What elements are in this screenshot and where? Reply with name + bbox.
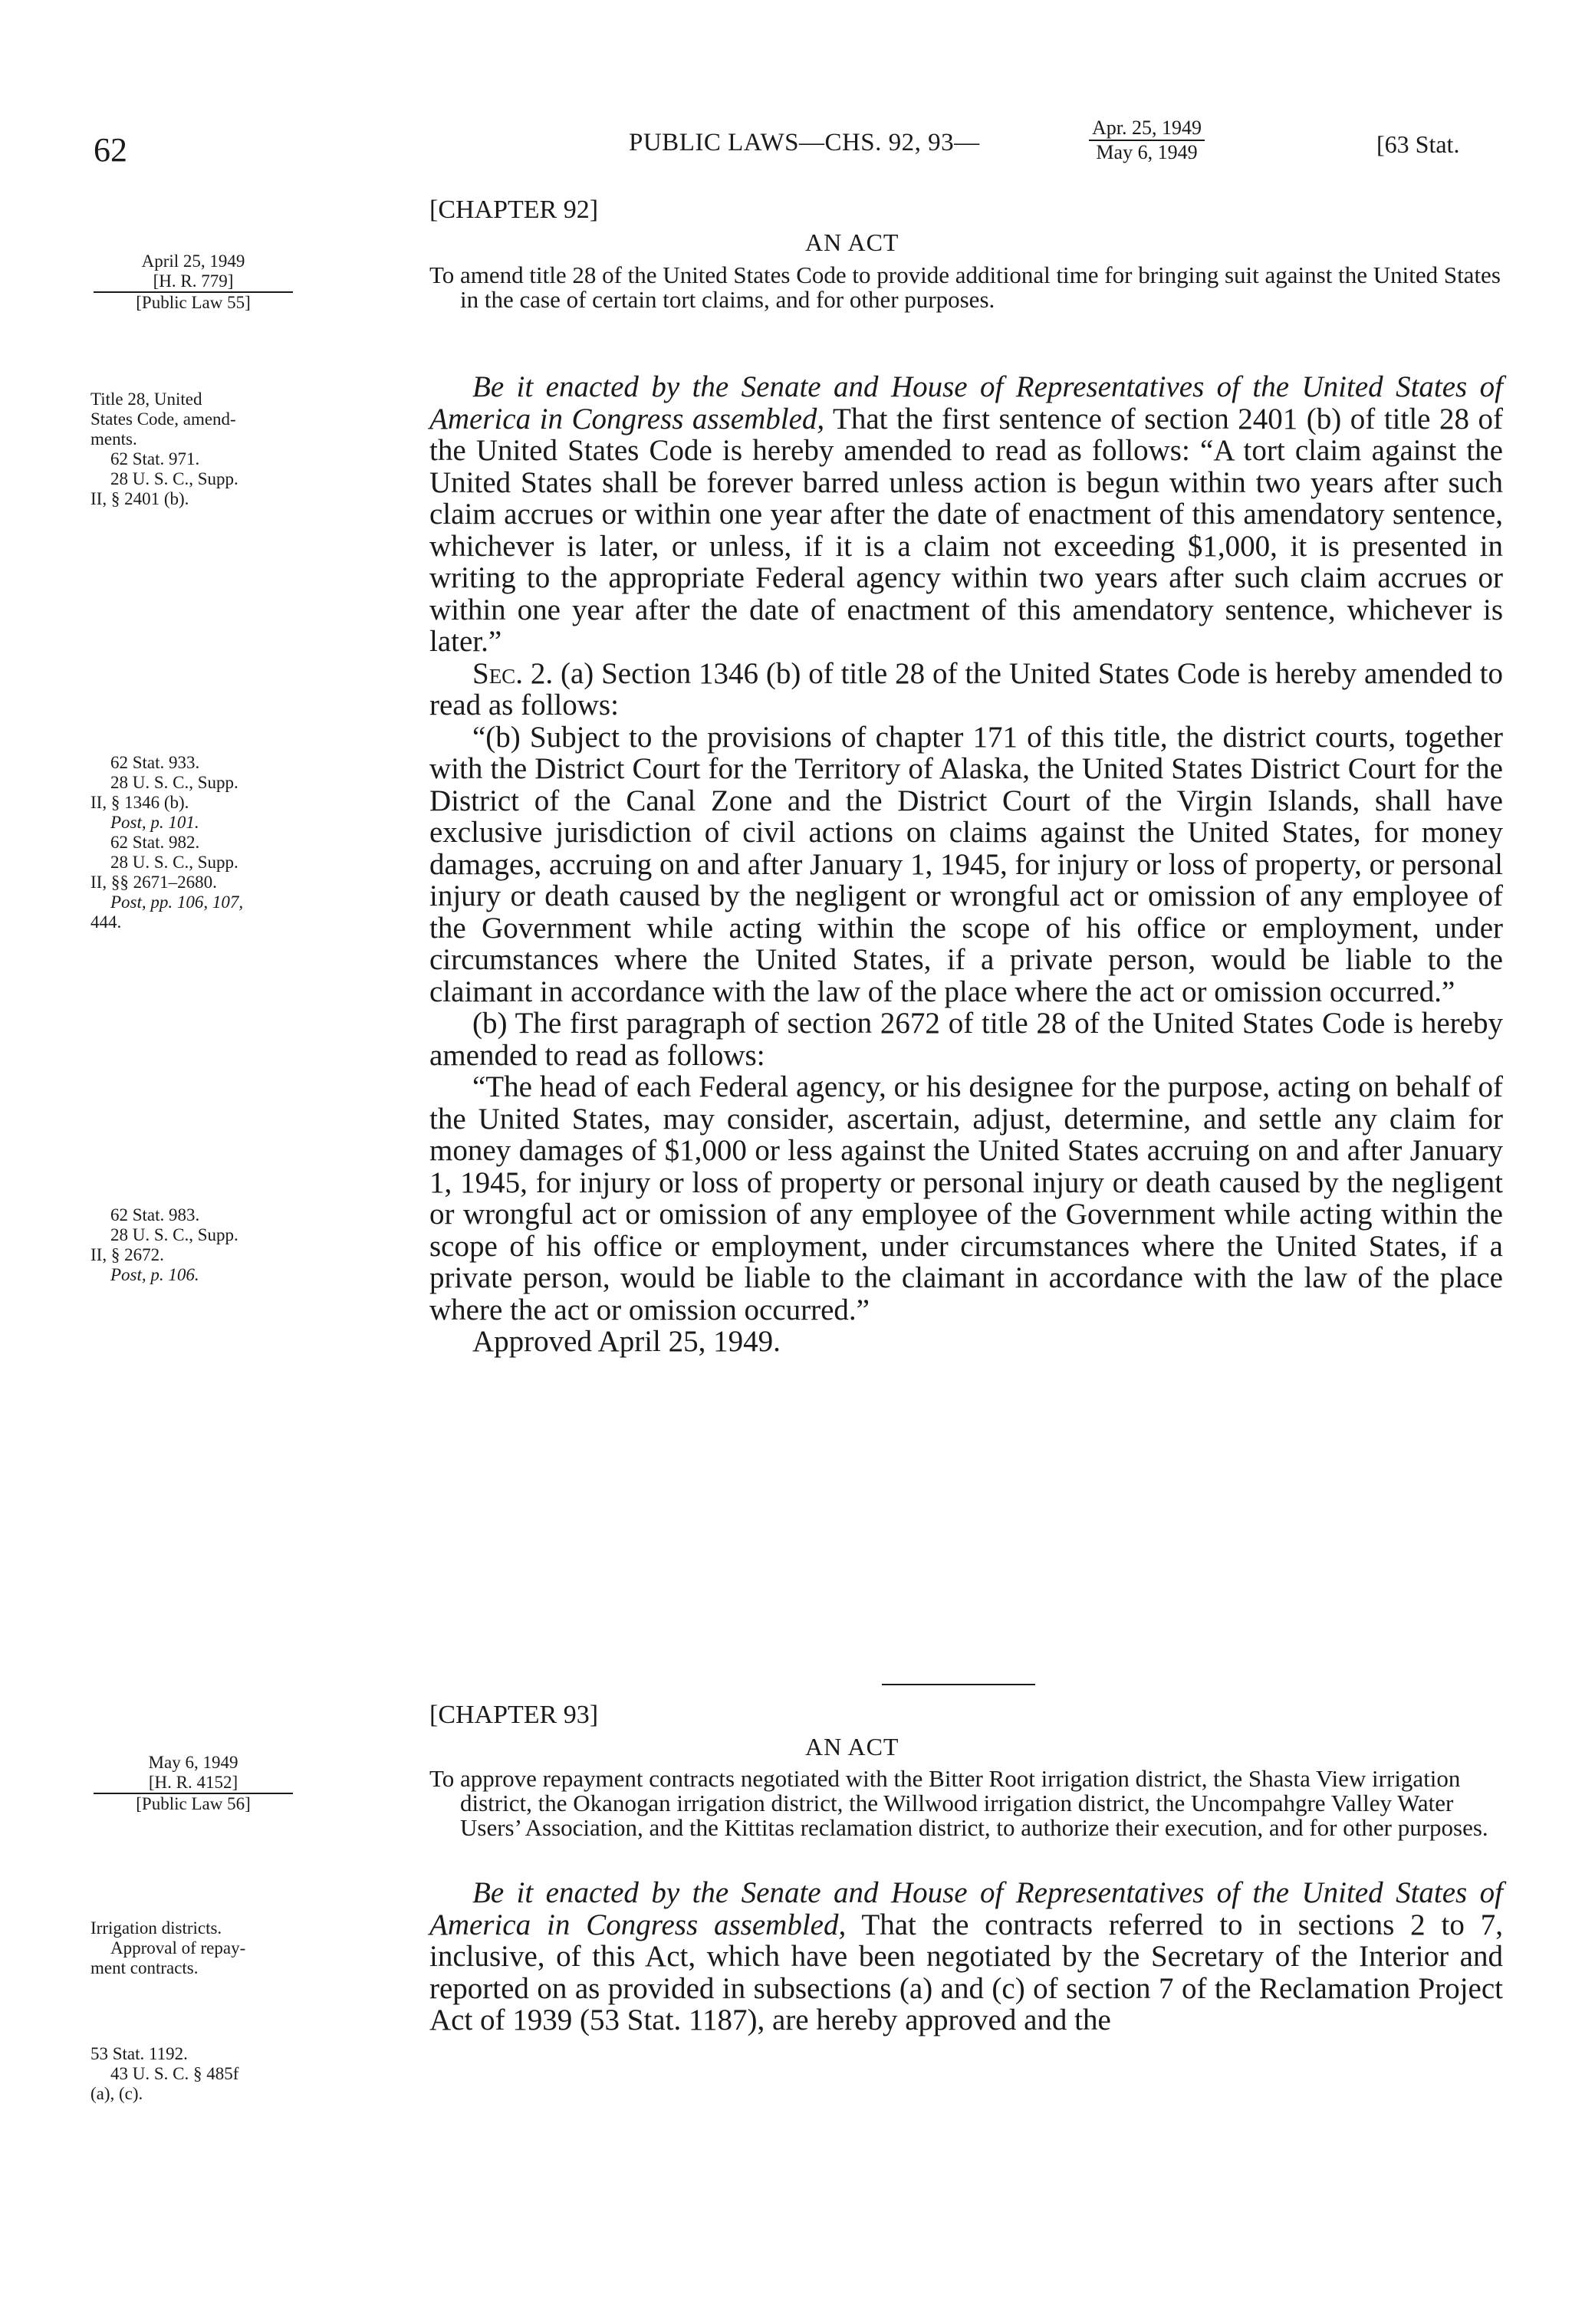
section-1-text: That the first sentence of section 2401 (b) of title 28 of the United States Code is hereby amended to read as follows: “A tort claim against the United States shall be forever barred unless action is begun within two years after such claim accrues or within one year after the date of enactment of this amendatory sentence, whichever is later, or unless, if it is a claim not exceeding $1,000, it is presented in writing to the appropriate Federal agency within two years after such claim accrues or within one year after the date of enactment of this amendatory sentence, whichever is later.” [429,402,1504,658]
chapter-92-summary: To amend title 28 of the United States Code to provide additional time for bringing suit against the United States in the case of certain tort claims, and for other purposes. [429,261,1501,313]
margin-line: 28 U. S. C., Supp. [110,1225,238,1244]
margin-line: Title 28, United [90,390,202,409]
chapter-92-heading: [CHAPTER 92] [429,196,599,224]
section-1-text: That the contracts referred to in sections 2 to 7, inclusive, of this Act, which have been negotiated by the Secretary of the Interior and reported on as provided in subsections (a) and (c) of section 7 of the Reclamation Project Act of 1939 (53 Stat. 1187), are hereby approved and the [429,1908,1503,2036]
section-2-paragraph [429,658,1503,722]
chapter-93-margin-header [94,1753,293,1814]
section-2b-quote: “The head of each Federal agency, or his designee for the purpose, acting on behalf of the United States, may consider, ascertain, adjust, determine, and settle any claim for money damages of $1,000 or less against the United States accruing on and after January 1, 1945, for injury or loss of property or personal injury or death caused by the negligent or wrongful act or omission of any employee of the Government while acting within the scope of his office or employment, under circumstances where the United States, if a private person, would be liable to the claimant in accordance with the law of the place where the act or omission occurred.” [429,1070,1503,1326]
margin-line: (a), (c). [90,2084,143,2103]
chapter-92-margin-note-1 [90,390,413,509]
margin-line: 62 Stat. 971. [110,449,200,468]
margin-line: Approval of repay- [110,1938,246,1957]
volume-reference: [63 Stat. [1376,130,1460,158]
enacting-paragraph [429,1877,1503,2036]
chapter-92-act-label: AN ACT [805,228,899,256]
chapter-92-margin-header [94,251,293,313]
margin-line: 43 U. S. C. § 485f [110,2064,239,2083]
chapter-93-margin-note-2 [90,2044,413,2104]
chapter-93-summary: To approve repayment contracts negotiated with the Bitter Root irrigation district, the Shasta View irrigation district, the Okanogan irrigation district, the Willwood irrigation district, the Uncompahgre Valley Water Users’ Association, and the Kittitas reclamation district, to authorize their execution, and for other purposes. [429,1765,1488,1841]
date-top: Apr. 25, 1949 [1089,117,1205,141]
chapter-92-margin-note-3 [90,1205,413,1285]
margin-line: States Code, amend- [90,409,236,429]
margin-date: May 6, 1949 [148,1753,238,1772]
chapter-93-margin-note-1 [90,1918,413,1978]
running-head: PUBLIC LAWS—CHS. 92, 93— [629,129,980,156]
margin-line: 28 U. S. C., Supp. [110,773,238,792]
page-number: 62 [94,131,127,169]
margin-public-law: [Public Law 55] [136,293,251,312]
margin-line: Post, p. 106. [110,1265,199,1284]
margin-line: 28 U. S. C., Supp. [110,469,238,488]
margin-line: 62 Stat. 933. [110,753,200,772]
section-2-label: Sec. 2. [472,656,554,690]
chapter-92-body [429,371,1503,1358]
margin-line: 444. [90,912,122,932]
margin-line: II, § 2401 (b). [90,489,189,508]
margin-line: II, § 2672. [90,1245,164,1264]
margin-line: 62 Stat. 983. [110,1205,200,1224]
margin-line: Irrigation districts. [90,1918,222,1938]
margin-line: 28 U. S. C., Supp. [110,853,238,872]
margin-line: Post, pp. 106, 107, [110,892,244,912]
margin-line: 62 Stat. 982. [110,833,200,852]
approval-line: Approved April 25, 1949. [472,1325,781,1358]
margin-date: April 25, 1949 [141,251,245,271]
chapter-92-margin-note-2 [90,753,413,932]
section-2b-text: (b) The first paragraph of section 2672 of title 28 of the United States Code is hereby amended to read as follows: [429,1007,1503,1072]
margin-line: Post, p. 101. [110,813,199,832]
chapter-93-act-label: AN ACT [805,1733,899,1760]
running-head-dates [1089,117,1205,164]
margin-bill: [H. R. 779] [94,271,293,293]
margin-public-law: [Public Law 56] [136,1794,251,1813]
margin-line: ments. [90,429,137,449]
margin-line: II, §§ 2671–2680. [90,873,217,892]
enacting-paragraph [429,371,1503,658]
section-2-quote: “(b) Subject to the provisions of chapter 171 of this title, the district courts, together with the District Court for the Territory of Alaska, the United States District Court for the District of the Canal Zone and the District Court of the Virgin Islands, shall have exclusive jurisdiction of civil actions on claims against the United States, for money damages, accruing on and after January 1, 1945, for injury or loss of property, or personal injury or death caused by the negligent or wrongful act or omission of any employee of the Government while acting within the scope of his office or employment, under circumstances where the United States, if a private person, would be liable to the claimant in accordance with the law of the place where the act or omission occurred.” [429,720,1503,1008]
enacting-clause: Be it enacted by the Senate and House of Representatives of the United States of America in Congress assembled, [429,370,1503,436]
margin-line: 53 Stat. 1192. [90,2044,188,2063]
margin-line: II, § 1346 (b). [90,793,189,812]
margin-bill: [H. R. 4152] [94,1773,293,1794]
chapter-93-heading: [CHAPTER 93] [429,1701,599,1729]
enacting-clause: Be it enacted by the Senate and House of Representatives of the United States of America in Congress assembled, [429,1876,1503,1941]
section-2-text: (a) Section 1346 (b) of title 28 of the United States Code is hereby amended to read as follows: [429,656,1503,722]
chapter-separator-rule [882,1684,1035,1685]
chapter-93-body [429,1877,1503,2036]
margin-line: ment contracts. [90,1958,199,1977]
date-bottom: May 6, 1949 [1096,141,1198,163]
